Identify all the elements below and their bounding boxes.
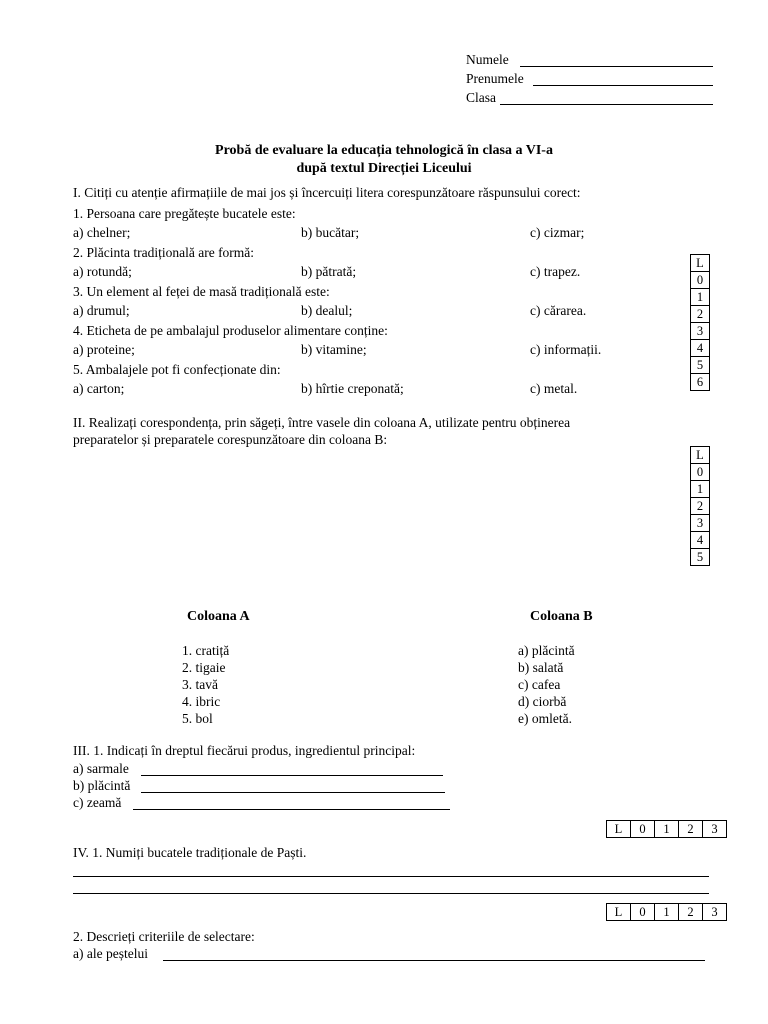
score-cell: 4: [691, 340, 710, 357]
section4-question2: 2. Descrieți criteriile de selectare:: [73, 929, 255, 944]
section1-score-box: [690, 254, 710, 391]
question-5-option-b[interactable]: b) hîrtie creponată;: [301, 381, 404, 396]
zeama-answer-line[interactable]: [133, 809, 450, 810]
score-cell: 0: [631, 904, 655, 921]
score-cell: 2: [691, 306, 710, 323]
score-cell: 5: [691, 549, 710, 566]
question-5-option-c[interactable]: c) metal.: [530, 381, 578, 396]
question-1: 1. Persoana care pregătește bucatele este:: [73, 206, 296, 221]
question-3-option-c[interactable]: c) cărarea.: [530, 303, 587, 318]
section3-item-zeama: c) zeamă: [73, 795, 122, 810]
paste-answer-line-2[interactable]: [73, 893, 709, 894]
score-cell: 3: [691, 323, 710, 340]
section2-score-box: [690, 446, 710, 566]
column-b-item: d) ciorbă: [518, 694, 567, 709]
column-a-item: 3. tavă: [182, 677, 218, 692]
column-a-item: 1. cratiță: [182, 643, 230, 658]
question-4-option-c[interactable]: c) informații.: [530, 342, 602, 357]
score-cell: 3: [691, 515, 710, 532]
question-1-option-c[interactable]: c) cizmar;: [530, 225, 585, 240]
score-cell: 0: [631, 821, 655, 838]
question-1-option-b[interactable]: b) bucătar;: [301, 225, 360, 240]
question-5-option-a[interactable]: a) carton;: [73, 381, 125, 396]
section3-instruction: III. 1. Indicați în dreptul fiecărui produs, ingredientul principal:: [73, 743, 416, 758]
question-3-option-b[interactable]: b) dealul;: [301, 303, 353, 318]
score-cell: L: [691, 255, 710, 272]
column-b-item: c) cafea: [518, 677, 561, 692]
column-a-item: 5. bol: [182, 711, 213, 726]
column-b-item: a) plăcintă: [518, 643, 575, 658]
score-cell: L: [607, 821, 631, 838]
sarmale-answer-line[interactable]: [141, 775, 443, 776]
class-label: Clasa: [466, 90, 496, 105]
page-title: Probă de evaluare la educația tehnologică în clasa a VI-a: [215, 143, 553, 158]
score-cell: 1: [691, 481, 710, 498]
question-2: 2. Plăcinta tradițională are formă:: [73, 245, 255, 260]
score-cell: 3: [703, 821, 727, 838]
section3-item-placinta: b) plăcintă: [73, 778, 131, 793]
score-cell: 3: [703, 904, 727, 921]
column-b-item: e) omletă.: [518, 711, 572, 726]
surname-field[interactable]: [533, 85, 713, 86]
section3-item-sarmale: a) sarmale: [73, 761, 129, 776]
question-5: 5. Ambalajele pot fi confecționate din:: [73, 362, 281, 377]
question-3-option-a[interactable]: a) drumul;: [73, 303, 130, 318]
score-cell: 4: [691, 532, 710, 549]
paste-answer-line-1[interactable]: [73, 876, 709, 877]
column-a-item: 4. ibric: [182, 694, 221, 709]
peste-answer-line[interactable]: [163, 960, 705, 961]
column-a-item: 2. tigaie: [182, 660, 226, 675]
question-2-option-a[interactable]: a) rotundă;: [73, 264, 132, 279]
column-b-item: b) salată: [518, 660, 564, 675]
question-1-option-a[interactable]: a) chelner;: [73, 225, 131, 240]
score-cell: 6: [691, 374, 710, 391]
section3-score-box: [606, 820, 727, 838]
surname-label: Prenumele: [466, 71, 524, 86]
score-cell: L: [691, 447, 710, 464]
score-cell: 1: [655, 821, 679, 838]
question-3: 3. Un element al feței de masă tradițională este:: [73, 284, 330, 299]
section2-instruction-line2: preparatelor și preparatele corespunzătoare din coloana B:: [73, 432, 388, 447]
score-cell: L: [607, 904, 631, 921]
section4-question2a: a) ale peștelui: [73, 946, 148, 961]
name-label: Numele: [466, 52, 509, 67]
score-cell: 1: [691, 289, 710, 306]
column-a-title: Coloana A: [187, 609, 250, 624]
score-cell: 0: [691, 272, 710, 289]
score-cell: 1: [655, 904, 679, 921]
question-4-option-b[interactable]: b) vitamine;: [301, 342, 367, 357]
class-field[interactable]: [500, 104, 713, 105]
page-subtitle: după textul Direcției Liceului: [296, 161, 472, 176]
question-2-option-c[interactable]: c) trapez.: [530, 264, 581, 279]
name-field[interactable]: [520, 66, 713, 67]
section4-instruction: IV. 1. Numiți bucatele tradiționale de Paști.: [73, 845, 307, 860]
score-cell: 5: [691, 357, 710, 374]
column-b-title: Coloana B: [530, 609, 593, 624]
question-2-option-b[interactable]: b) pătrată;: [301, 264, 357, 279]
score-cell: 2: [679, 821, 703, 838]
section4-score-box: [606, 903, 727, 921]
score-cell: 2: [691, 498, 710, 515]
section1-instruction: I. Citiți cu atenție afirmațiile de mai jos și încercuiți litera corespunzătoare răspunsului corect:: [73, 185, 581, 200]
question-4: 4. Eticheta de pe ambalajul produselor alimentare conține:: [73, 323, 388, 338]
question-4-option-a[interactable]: a) proteine;: [73, 342, 135, 357]
section2-instruction-line1: II. Realizați corespondența, prin săgeți, între vasele din coloana A, utilizate pentru obținerea: [73, 415, 571, 430]
score-cell: 0: [691, 464, 710, 481]
score-cell: 2: [679, 904, 703, 921]
placinta-answer-line[interactable]: [141, 792, 445, 793]
